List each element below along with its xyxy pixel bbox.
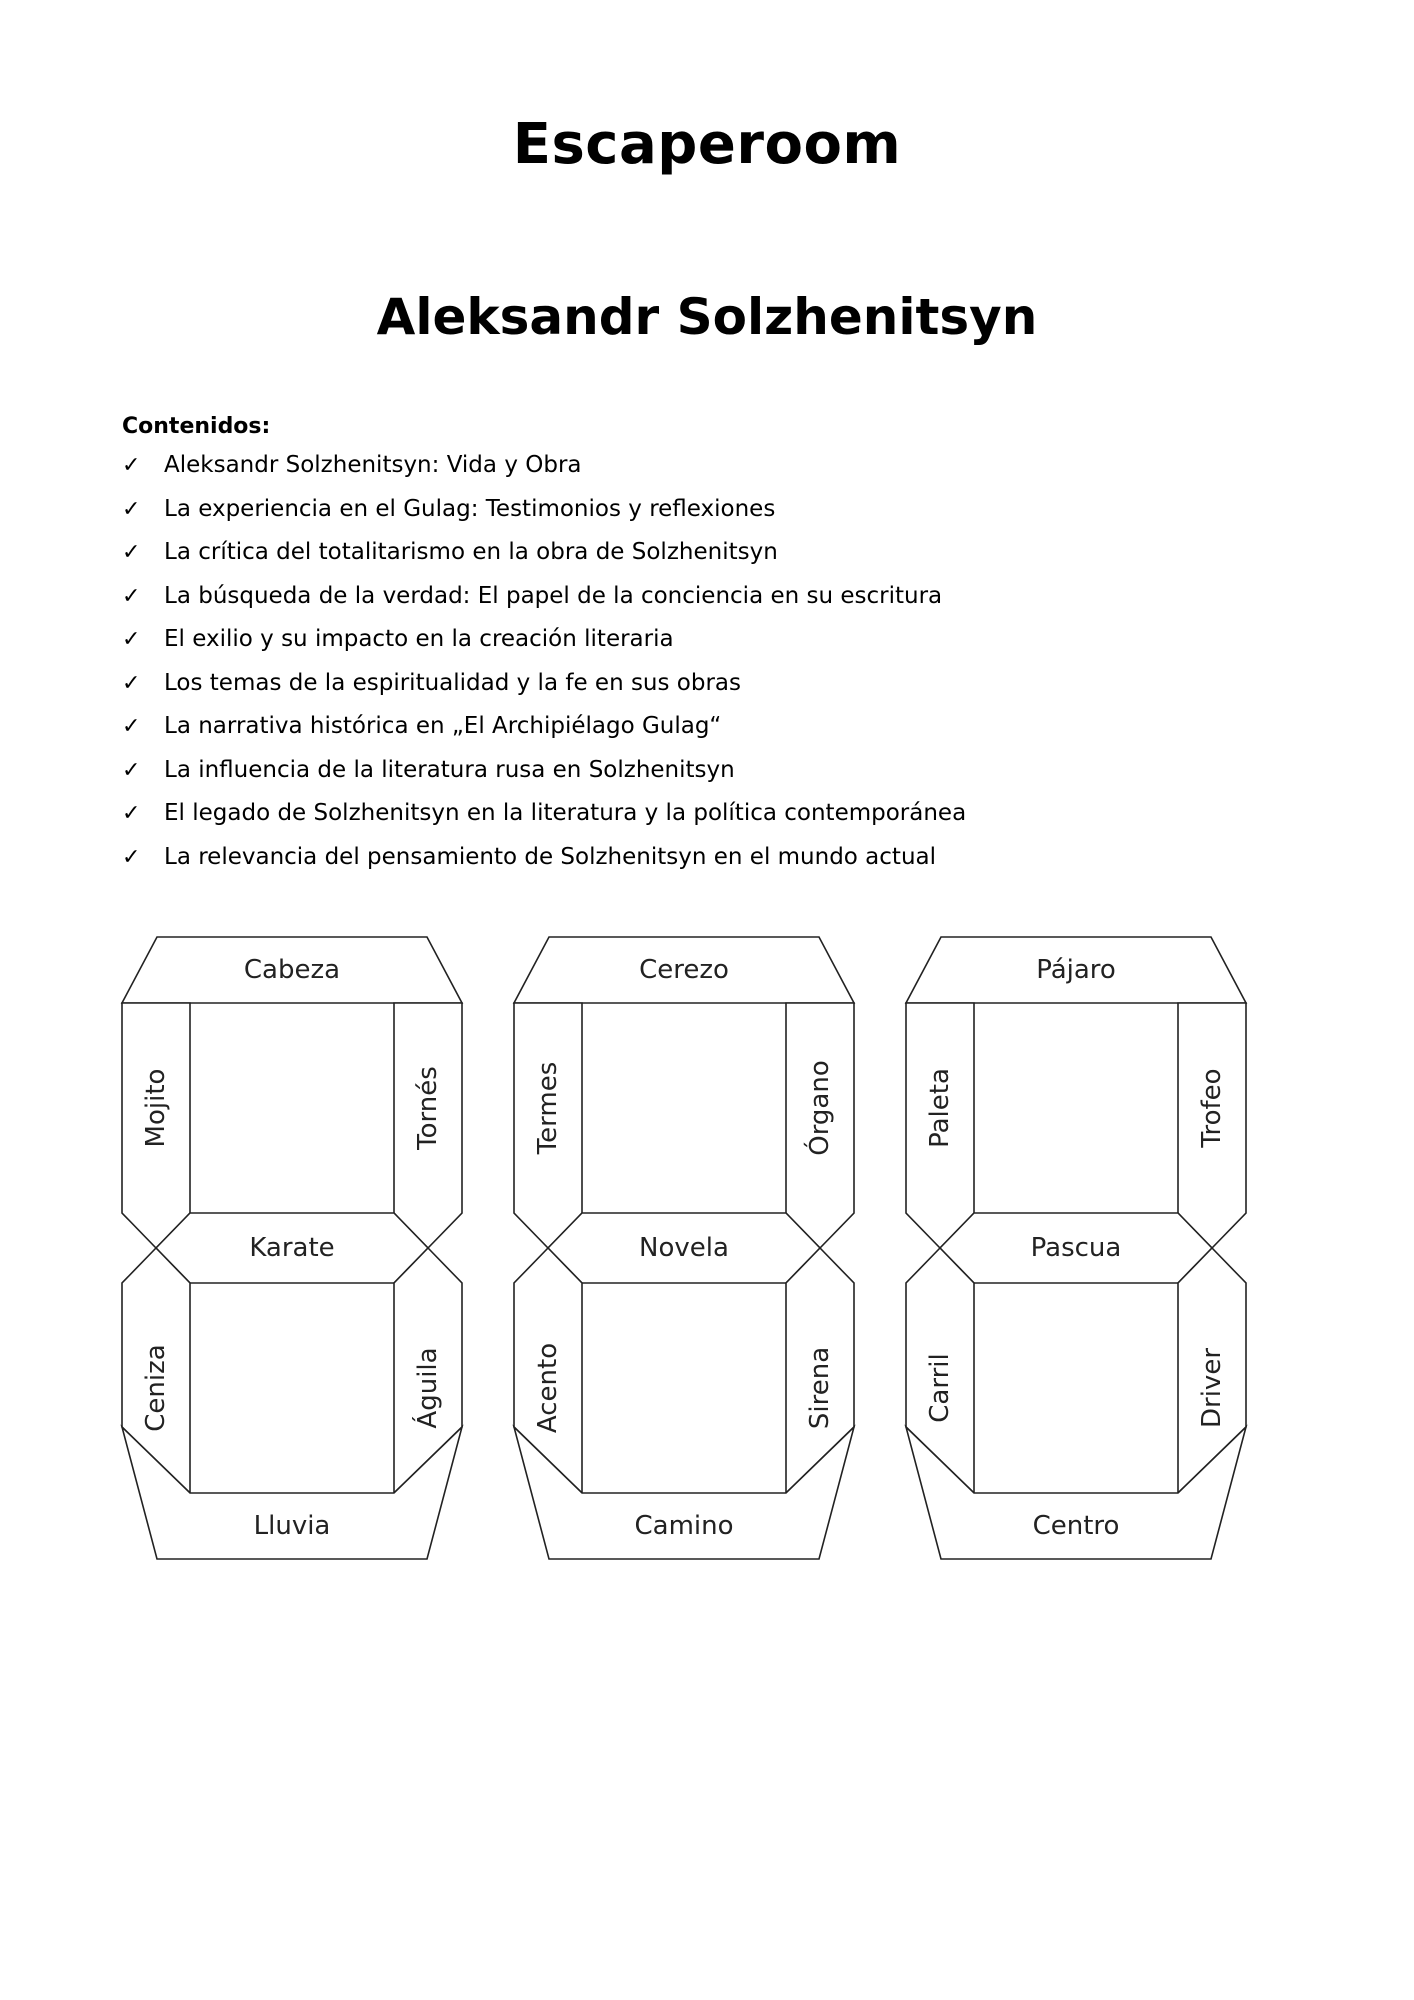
segment-label: Órgano <box>805 1060 835 1156</box>
segment-label: Pájaro <box>1036 955 1116 985</box>
check-icon: ✓ <box>122 583 141 609</box>
segment-label: Centro <box>1032 1511 1120 1541</box>
list-item-text: La narrativa histórica en „El Archipiélago Gulag“ <box>164 713 722 739</box>
check-icon: ✓ <box>122 540 141 565</box>
check-icon: ✓ <box>122 757 141 783</box>
list-item-text: La influencia de la literatura rusa en Solzhenitsyn <box>164 756 735 783</box>
list-item-text: El legado de Solzhenitsyn en la literatura y la política contemporánea <box>164 800 967 826</box>
check-icon: ✓ <box>122 627 141 652</box>
list-item-text: La relevancia del pensamiento de Solzhenitsyn en el mundo actual <box>164 843 937 870</box>
page-title: Escaperoom <box>512 112 902 177</box>
segment-label: Driver <box>1197 1347 1227 1429</box>
segment-label: Trofeo <box>1197 1068 1227 1148</box>
check-icon: ✓ <box>122 714 141 739</box>
list-item-text: La experiencia en el Gulag: Testimonios y reflexiones <box>164 495 776 522</box>
list-item-text: La crítica del totalitarismo en la obra de Solzhenitsyn <box>164 539 778 565</box>
segment-label: Águila <box>413 1347 443 1429</box>
segment-label: Cabeza <box>243 955 341 985</box>
segment-label: Ceniza <box>141 1344 171 1432</box>
check-icon: ✓ <box>122 801 141 826</box>
segment-label: Sirena <box>805 1346 835 1430</box>
segment-label: Karate <box>249 1233 335 1263</box>
contents-heading: Contenidos: <box>122 414 271 439</box>
page-subtitle: Aleksandr Solzhenitsyn <box>376 288 1038 346</box>
segment-label: Acento <box>533 1342 563 1434</box>
list-item-text: La búsqueda de la verdad: El papel de la conciencia en su escritura <box>164 582 943 609</box>
list-item-text: El exilio y su impacto en la creación literaria <box>164 626 674 652</box>
segment-label: Cerezo <box>639 955 729 985</box>
segment-label: Carril <box>925 1353 955 1423</box>
segment-label: Camino <box>634 1511 734 1541</box>
check-icon: ✓ <box>122 496 141 522</box>
segment-label: Lluvia <box>253 1511 331 1541</box>
segment-label: Mojito <box>141 1068 171 1148</box>
segment-label: Tornés <box>413 1066 443 1150</box>
list-item-text: Los temas de la espiritualidad y la fe en sus obras <box>164 669 742 696</box>
segment-label: Termes <box>533 1061 563 1155</box>
segment-label: Paleta <box>925 1068 955 1148</box>
list-item-text: Aleksandr Solzhenitsyn: Vida y Obra <box>164 452 582 478</box>
check-icon: ✓ <box>122 670 141 696</box>
segment-label: Novela <box>639 1233 729 1263</box>
check-icon: ✓ <box>122 844 141 870</box>
check-icon: ✓ <box>122 453 141 478</box>
segment-label: Pascua <box>1030 1233 1122 1263</box>
